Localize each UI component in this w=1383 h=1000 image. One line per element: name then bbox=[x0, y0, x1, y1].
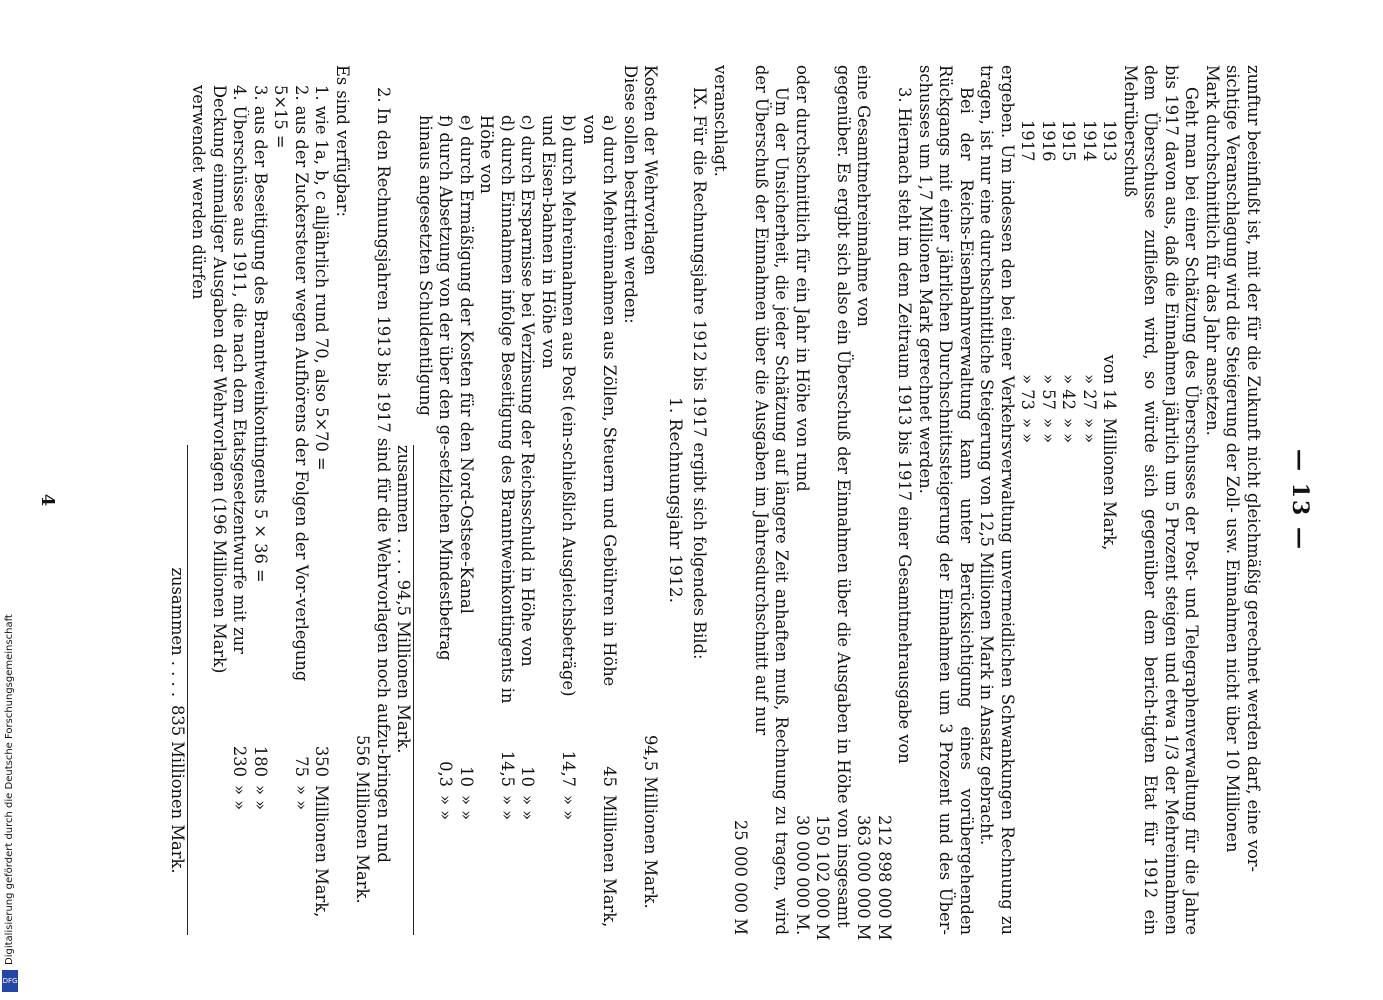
item-unit: » » bbox=[518, 795, 538, 821]
kosten-row bbox=[640, 65, 661, 935]
sum-value: 835 Millionen Mark. bbox=[168, 705, 187, 874]
sum-label: zusammen . . . . bbox=[168, 567, 187, 697]
amount-value: 30 000 000 M. bbox=[793, 815, 812, 936]
item-unit: » » bbox=[251, 785, 270, 811]
year-unit: » » bbox=[1018, 418, 1038, 444]
item-label: 1. wie 1a, b, c alljährlich rund 70, also 5×70 = bbox=[312, 85, 332, 471]
amount-value: 363 000 000 M bbox=[854, 815, 874, 941]
amount-row bbox=[792, 65, 813, 935]
intro-line: zunftur beeinflußt ist, mit der für die Zukunft nicht gleichmäßig gerechnet werden darf, eine vor- bbox=[1244, 65, 1263, 873]
sum-available bbox=[167, 445, 189, 935]
heading-1912: 1. Rechnungsjahr 1912. bbox=[665, 397, 685, 603]
diese-line: Diese sollen bestritten werden: bbox=[621, 65, 640, 324]
year-table bbox=[1017, 65, 1120, 935]
year-row bbox=[1079, 120, 1100, 935]
es-sind-line: Es sind verfügbar: bbox=[333, 65, 352, 218]
year-row bbox=[1017, 120, 1038, 935]
list-item bbox=[415, 115, 456, 935]
paragraph-ergeben: ergeben. Um indessen den bei einer Verkehrsverwaltung unvermeidlichen Schwankungen Rechnung zu tragen, ist nur eine durchschnittliche Steigerung von 12,5 Millionen Mark in Ansatz gebracht. bbox=[977, 65, 1017, 935]
list-item bbox=[476, 115, 517, 935]
intro-line: Mark durchschnittlich für das Jahr ansetzen. bbox=[1203, 65, 1222, 436]
paragraph-3e: Um der Unsicherheit, die jeder Schätzung auf längere Zeit anhaften muß, Rechnung zu tragen, wird der Überschuß der Einnahmen über die Ausgaben im Jahresdurchschnitt auf nur bbox=[752, 65, 792, 935]
amount-value: 556 Millionen Mark. bbox=[353, 735, 373, 904]
digitization-note: Digitalisierung gefördert durch die Deutsche Forschungsgemeinschaft bbox=[4, 614, 15, 965]
item-value: 10 bbox=[518, 766, 538, 787]
item-value: 350 bbox=[312, 745, 332, 777]
list-item bbox=[250, 85, 271, 935]
item-unit: » » bbox=[436, 795, 456, 821]
year-unit: » » bbox=[1039, 418, 1058, 444]
kosten-label: Kosten der Wehrvorlagen bbox=[641, 65, 661, 276]
year-unit: » » bbox=[1059, 418, 1079, 444]
year-value: » 42 bbox=[1059, 374, 1079, 410]
item-unit: » » bbox=[559, 795, 579, 821]
item-label: d) durch Einnahmen infolge Beseitigung des Branntweinkontingents in Höhe von bbox=[477, 115, 517, 704]
year-value: » 27 bbox=[1080, 374, 1099, 410]
item-unit: » » bbox=[292, 785, 311, 811]
year-row bbox=[1099, 120, 1120, 935]
item-label: 2. aus der Zuckersteuer wegen Aufhörens der Folgen der Vor-verlegung 5×15 = bbox=[271, 85, 311, 682]
year-label: 1913 bbox=[1100, 120, 1120, 162]
list-item bbox=[270, 85, 311, 935]
amount-value: 25 000 000 M bbox=[731, 819, 751, 935]
amount-row bbox=[874, 65, 895, 941]
year-label: 1916 bbox=[1039, 120, 1058, 162]
year-row bbox=[1058, 120, 1079, 935]
signature-mark: 4 bbox=[37, 493, 58, 507]
item-label: a) durch Mehreinnahmen aus Zöllen, Steuern und Gebühren in Höhe von bbox=[580, 115, 620, 687]
year-value: von 14 bbox=[1100, 354, 1120, 410]
paragraph-2: 2. In den Rechnungsjahren 1913 bis 1917 sind für die Wehrvorlagen noch aufzu-bringen rund bbox=[374, 87, 393, 863]
item-value: 45 bbox=[600, 766, 620, 787]
item-label: c) durch Ersparnisse bei Verzinsung der Reichsschuld in Höhe von bbox=[518, 115, 538, 667]
amount-row bbox=[853, 65, 874, 941]
year-unit: Millionen Mark, bbox=[1100, 418, 1120, 551]
paragraph-tail: veranschlagt. bbox=[711, 65, 730, 177]
heading-IX: IX. Für die Rechnungsjahre 1912 bis 1917 ergibt sich folgendes Bild: bbox=[690, 87, 710, 660]
kosten-value: 94,5 Millionen Mark. bbox=[641, 735, 661, 909]
item-value: 230 bbox=[230, 745, 250, 777]
available-list bbox=[188, 65, 332, 935]
item-value: 14,5 bbox=[498, 750, 517, 787]
year-label: 1915 bbox=[1059, 120, 1079, 162]
item-label: 3. aus der Beseitigung des Branntweinkontingents 5 × 36 = bbox=[251, 85, 270, 583]
page-header-number: — 13 — bbox=[1287, 449, 1313, 551]
item-unit: Millionen Mark, bbox=[312, 785, 332, 918]
list-item bbox=[188, 85, 250, 935]
item-label: f) durch Absetzung von der über den ge-setzlichen Mindestbetrag hinaus angesetzten Schuldentilgung bbox=[416, 115, 456, 661]
year-value: » 73 bbox=[1018, 374, 1038, 410]
item-label: e) durch Ermäßigung der Kosten für den Nord-Ostsee-Kanal bbox=[457, 115, 476, 614]
funding-list bbox=[415, 65, 620, 935]
list-item bbox=[538, 115, 579, 935]
list-item bbox=[456, 115, 477, 935]
list-item bbox=[311, 85, 332, 935]
amount-value: 212 898 000 M bbox=[875, 815, 894, 941]
year-row bbox=[1038, 120, 1059, 935]
year-label: 1914 bbox=[1080, 120, 1099, 162]
list-item bbox=[517, 115, 538, 935]
paragraph-3c: gegenüber. Es ergibt sich also ein Überschuß der Einnahmen über die Ausgaben in Höhe von insgesamt bbox=[834, 65, 853, 928]
dfg-logo: DFG bbox=[2, 970, 18, 992]
item-unit: Millionen Mark, bbox=[600, 795, 620, 928]
item-label: 4. Überschüsse aus 1911, die nach dem Etatsgesetzentwurfe mit zur Deckung einmaliger Ausgaben der Wehrvorlagen (196 Millionen Mark) verwendet werden dürfen bbox=[189, 85, 250, 674]
paragraph-post: Geht man bei einer Schätzung des Überschusses der Post- und Telegraphenverwaltung für die Jahre bis 1917 davon aus, daß die Einnahmen jährlich um 5 Prozent steigen und etwa 1/3 der Mehreinnahmen dem Überschusse zufließen wird, so würde sich gegenüber dem berich-tigten Etat für 1912 ein Mehrüberschuß bbox=[1121, 65, 1202, 935]
year-unit: » » bbox=[1080, 418, 1099, 444]
item-unit: » » bbox=[457, 795, 476, 821]
intro-line: sichtige Veranschlagung wird die Steigerung der Zoll- usw. Einnahmen nicht über 10 Millionen bbox=[1223, 65, 1243, 853]
year-value: » 57 bbox=[1039, 374, 1058, 410]
amount-label: eine Gesamtmehreinnahme von bbox=[854, 65, 874, 327]
amount-label: oder durchschnittlich für ein Jahr in Höhe von rund bbox=[793, 65, 812, 492]
sum-1912: zusammen . . . . 94,5 Millionen Mark. bbox=[393, 445, 415, 935]
document-body bbox=[167, 65, 1264, 941]
paragraph-eisenbahn: Bei der Reichs-Eisenbahnverwaltung kann unter Berücksichtigung eines vorübergehenden Rückgangs mit einer jährlichen Durchschnittssteigerung der Einnahmen um 3 Prozent und des Über-schusses um 1,7 Millionen Mark gerechnet werden. bbox=[916, 65, 976, 935]
item-value: 0,3 bbox=[436, 761, 456, 787]
amount-row bbox=[352, 65, 373, 935]
item-value: 75 bbox=[292, 756, 311, 777]
item-label: b) durch Mehreinnahmen aus Post (ein-schließlich Ausgleichsbeträge) und Eisen-bahnen in Höhe von bbox=[539, 115, 579, 697]
item-value: 180 bbox=[251, 745, 270, 777]
year-label: 1917 bbox=[1018, 120, 1038, 162]
item-unit: » » bbox=[230, 785, 250, 811]
amount-row bbox=[730, 65, 751, 935]
paragraph-3: 3. Hiernach steht im dem Zeitraum 1913 bis 1917 einer Gesamtmehrausgabe von bbox=[895, 87, 915, 764]
amount-row bbox=[812, 65, 833, 941]
amount-value: 150 102 000 M bbox=[813, 815, 833, 941]
list-item bbox=[579, 115, 620, 935]
digitization-footer bbox=[0, 0, 20, 1000]
item-value: 10 bbox=[457, 766, 476, 787]
item-unit: » » bbox=[498, 795, 517, 821]
item-value: 14,7 bbox=[559, 750, 579, 787]
